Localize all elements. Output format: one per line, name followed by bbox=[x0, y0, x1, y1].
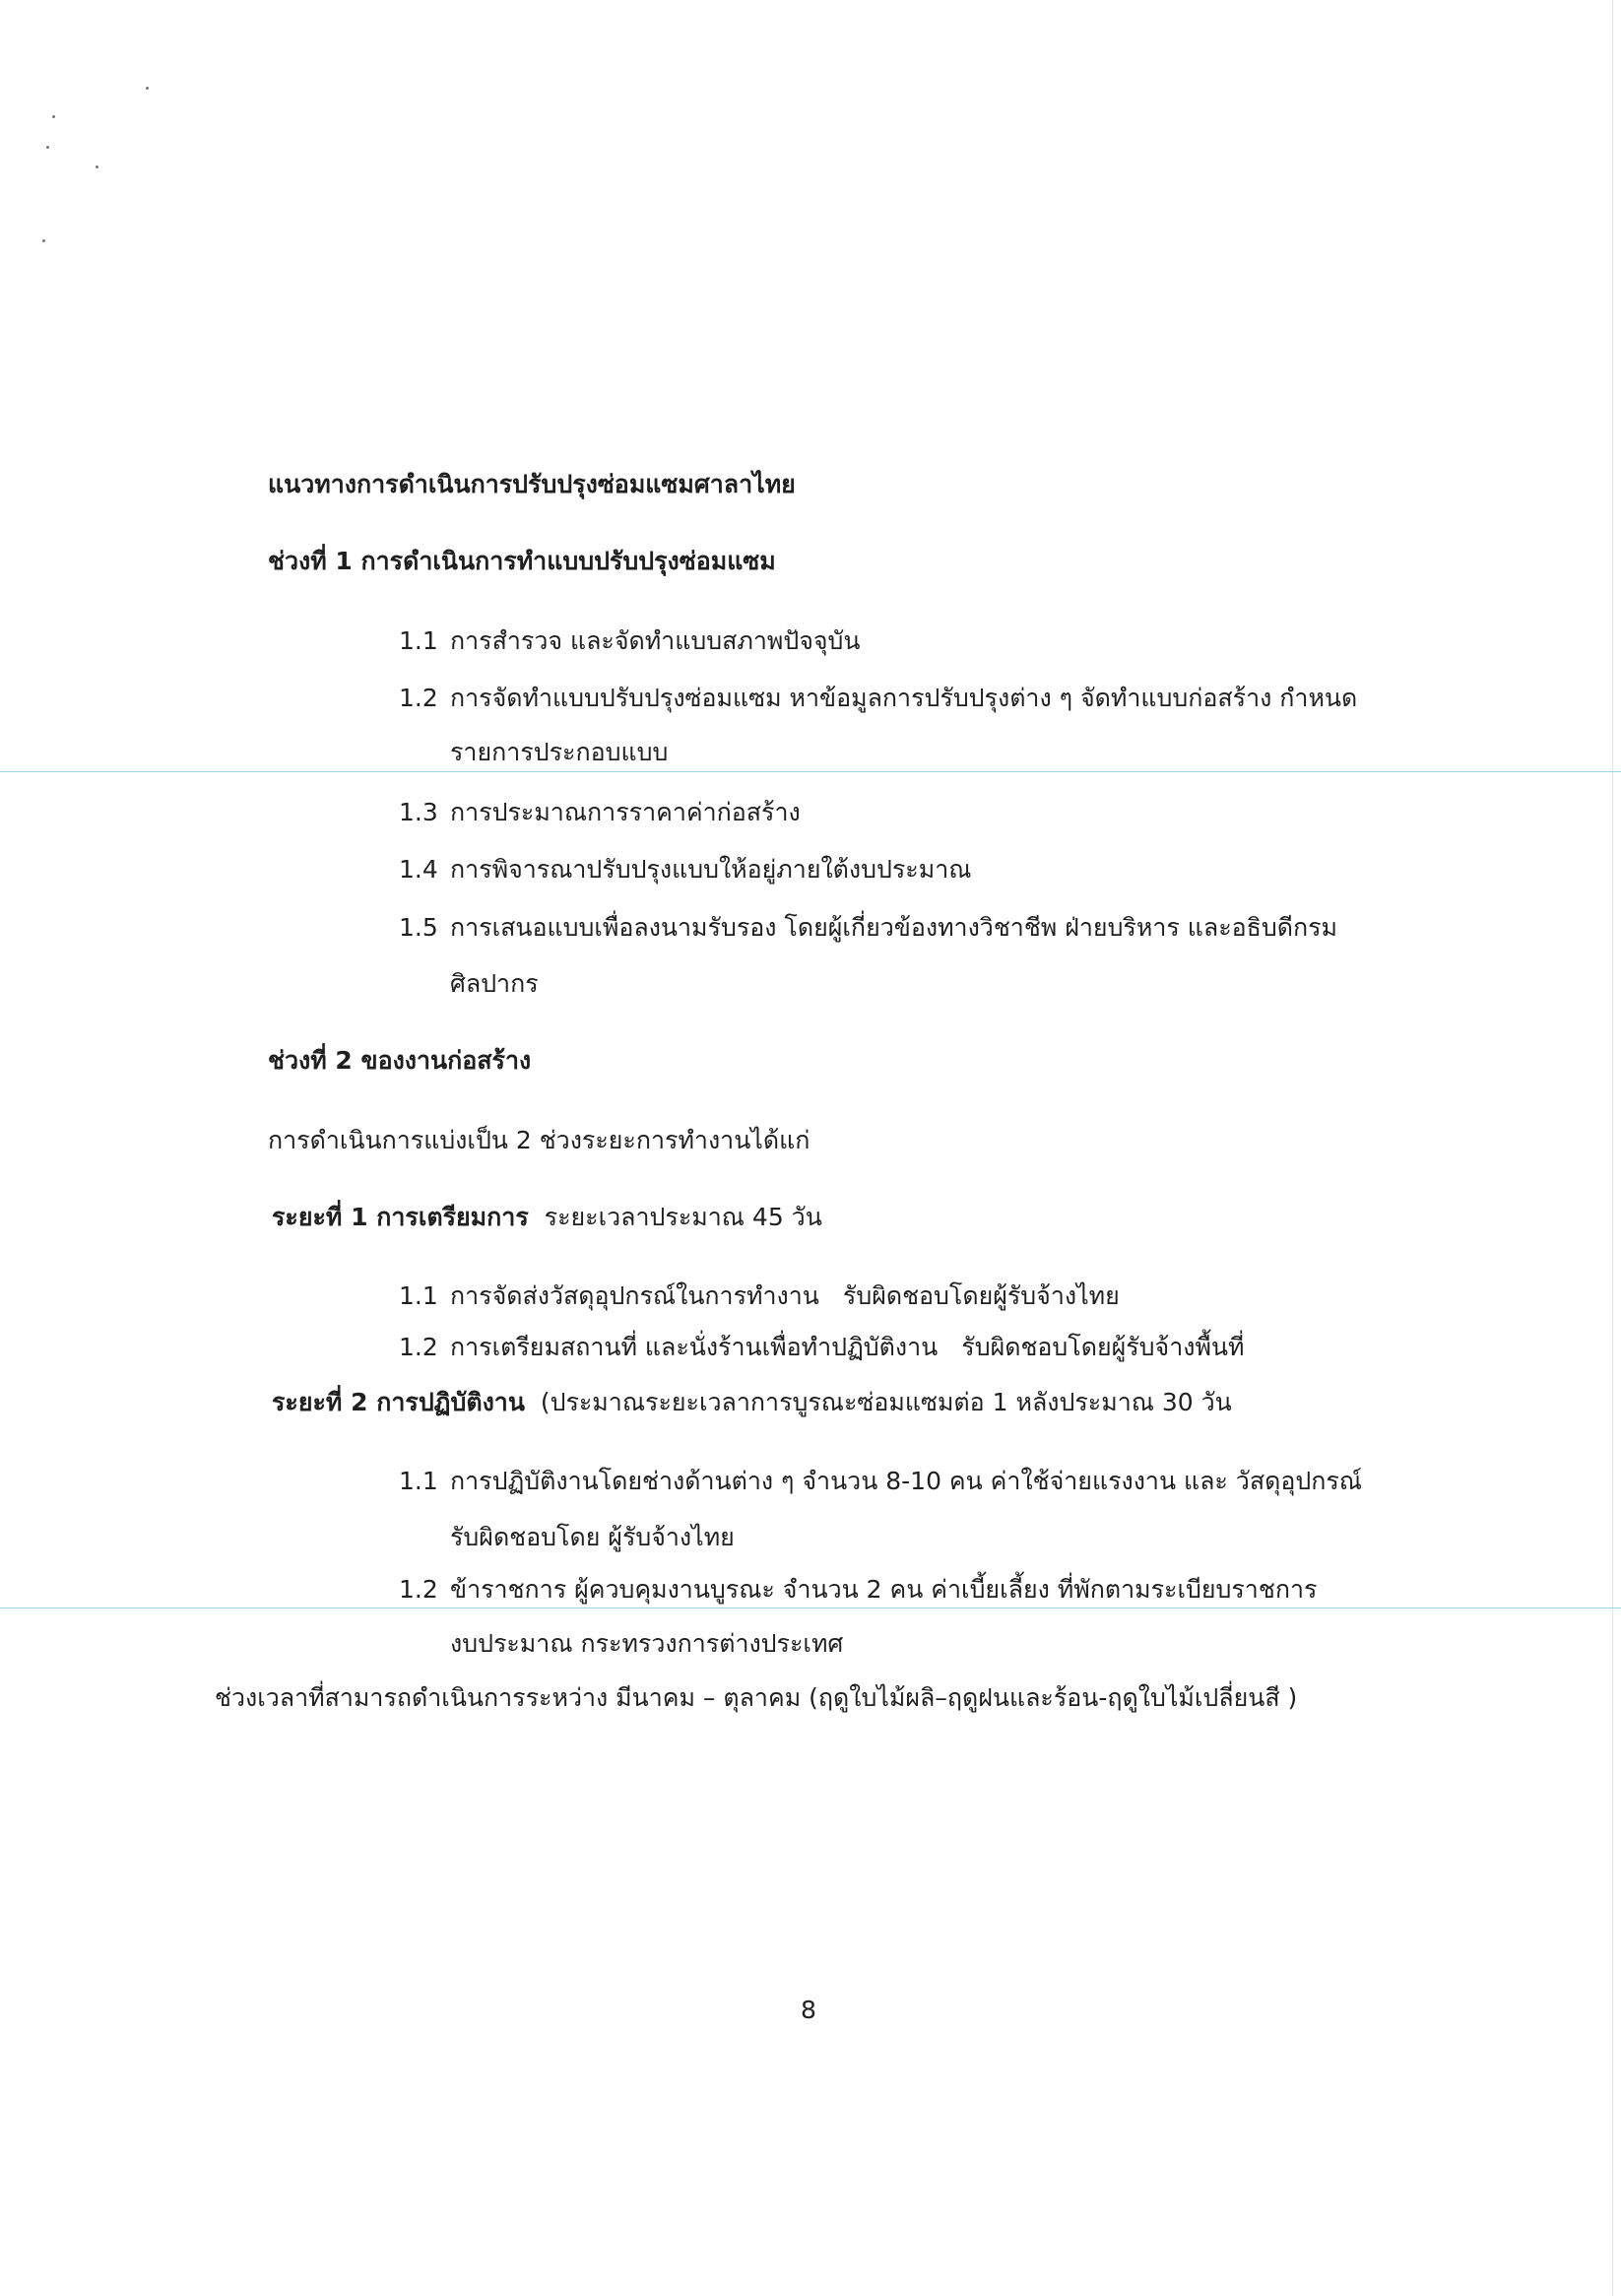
list-item bbox=[399, 796, 801, 829]
item-text: ข้าราชการ ผู้ควบคุมงานบูรณะ จำนวน 2 คน ค่าเบี้ยเลี้ยง ที่พักตามระเบียบราชการ bbox=[450, 1575, 1318, 1604]
item-text: การสำรวจ และจัดทำแบบสภาพปัจจุบัน bbox=[450, 626, 861, 655]
item-continuation: รับผิดชอบโดย ผู้รับจ้างไทย bbox=[450, 1523, 735, 1551]
phase1-title: ช่วงที่ 1 การดำเนินการทำแบบปรับปรุงซ่อมแซม bbox=[268, 547, 776, 575]
item-number: 1.2 bbox=[399, 1575, 438, 1604]
item-text: การปฏิบัติงานโดยช่างด้านต่าง ๆ จำนวน 8-10 คน ค่าใช้จ่ายแรงงาน และ วัสดุอุปกรณ์ bbox=[450, 1467, 1362, 1495]
scan-line bbox=[0, 1607, 1621, 1608]
item-number: 1.3 bbox=[399, 798, 438, 826]
list-item bbox=[399, 911, 1337, 945]
list-item bbox=[399, 1465, 1362, 1498]
item-text: การพิจารณาปรับปรุงแบบให้อยู่ภายใต้งบประมาณ bbox=[450, 855, 972, 884]
stage1-note: ระยะเวลาประมาณ 45 วัน bbox=[544, 1203, 822, 1231]
stage1-line bbox=[272, 1201, 822, 1234]
item-number: 1.1 bbox=[399, 1281, 438, 1310]
list-item bbox=[399, 1573, 1317, 1607]
item-number: 1.2 bbox=[399, 684, 438, 712]
work-period: ช่วงเวลาที่สามารถดำเนินการระหว่าง มีนาคม – ตุลาคม (ฤดูใบไม้ผลิ–ฤดูฝนและร้อน-ฤดูใบไม้เปลี่ยนสี ) bbox=[215, 1683, 1298, 1712]
scan-speck bbox=[96, 165, 98, 168]
stage2-note: (ประมาณระยะเวลาการบูรณะซ่อมแซมต่อ 1 หลังประมาณ 30 วัน bbox=[540, 1388, 1232, 1416]
item-text: การเสนอแบบเพื่อลงนามรับรอง โดยผู้เกี่ยวข้องทางวิชาชีพ ฝ่ายบริหาร และอธิบดีกรม bbox=[450, 913, 1338, 942]
item-text: การประมาณการราคาค่าก่อสร้าง bbox=[450, 798, 801, 826]
phase2-title: ช่วงที่ 2 ของงานก่อสร้าง bbox=[268, 1046, 532, 1075]
stage2-label: ระยะที่ 2 การปฏิบัติงาน bbox=[272, 1388, 525, 1416]
list-item bbox=[399, 853, 971, 886]
scan-speck bbox=[146, 87, 149, 90]
document-heading: แนวทางการดำเนินการปรับปรุงซ่อมแซมศาลาไทย bbox=[268, 470, 796, 498]
page-number: 8 bbox=[801, 1996, 816, 2024]
list-item bbox=[399, 1279, 1120, 1313]
stage1-label: ระยะที่ 1 การเตรียมการ bbox=[272, 1203, 529, 1231]
scan-speck bbox=[42, 239, 45, 242]
item-continuation: รายการประกอบแบบ bbox=[450, 738, 669, 766]
scan-line bbox=[0, 771, 1621, 772]
phase2-intro: การดำเนินการแบ่งเป็น 2 ช่วงระยะการทำงานได้แก่ bbox=[268, 1126, 810, 1154]
page-edge bbox=[1612, 0, 1613, 2296]
list-item bbox=[399, 682, 1357, 715]
item-continuation: ศิลปากร bbox=[450, 969, 539, 998]
list-item bbox=[399, 624, 860, 658]
stage2-line bbox=[272, 1386, 1232, 1419]
item-continuation: งบประมาณ กระทรวงการต่างประเทศ bbox=[450, 1629, 844, 1658]
item-text: การเตรียมสถานที่ และนั่งร้านเพื่อทำปฏิบัติงาน bbox=[450, 1333, 939, 1361]
list-item bbox=[399, 1331, 1245, 1364]
item-number: 1.1 bbox=[399, 1467, 438, 1495]
item-number: 1.4 bbox=[399, 855, 438, 884]
item-text: การจัดทำแบบปรับปรุงซ่อมแซม หาข้อมูลการปรับปรุงต่าง ๆ จัดทำแบบก่อสร้าง กำหนด bbox=[450, 684, 1358, 712]
item-responsibility: รับผิดชอบโดยผู้รับจ้างพื้นที่ bbox=[961, 1333, 1245, 1361]
item-responsibility: รับผิดชอบโดยผู้รับจ้างไทย bbox=[842, 1281, 1120, 1310]
item-number: 1.2 bbox=[399, 1333, 438, 1361]
item-number: 1.1 bbox=[399, 626, 438, 655]
scan-speck bbox=[46, 146, 49, 149]
item-text: การจัดส่งวัสดุอุปกรณ์ในการทำงาน bbox=[450, 1281, 819, 1310]
item-number: 1.5 bbox=[399, 913, 438, 942]
scan-speck bbox=[52, 115, 55, 118]
